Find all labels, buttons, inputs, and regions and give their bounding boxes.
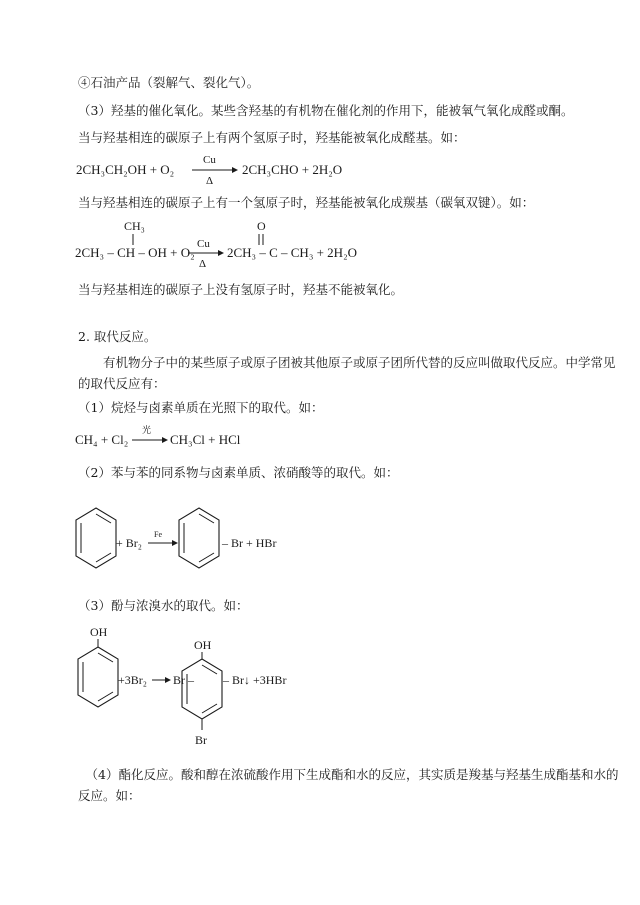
line-benzene: （2）苯与苯的同系物与卤素单质、浓硝酸等的取代。如： (78, 465, 399, 480)
equation-ethanol-oxidation (70, 150, 430, 190)
equation-methane-chlorination (70, 422, 330, 454)
line-phenol: （3）酚与浓溴水的取代。如： (78, 598, 249, 613)
eq1-catalyst: Cu (203, 154, 216, 166)
eq3-left: CH₄ + Cl₂ (75, 432, 129, 447)
eq3-right: CH₃Cl + HCl (170, 432, 241, 447)
line-alkane: （1）烷烃与卤素单质在光照下的取代。如： (78, 400, 324, 415)
line-esterification: （4）酯化反应。酸和醇在浓硫酸作用下生成酯和水的反应，其实质是羧基与羟基生成酯基和水的反应。如： (78, 767, 619, 803)
equation-isopropanol-oxidation (70, 215, 430, 270)
eq4-reagent: + Br₂ (116, 536, 142, 550)
eq5-phenol-oh: OH (90, 625, 108, 639)
line-substitution-def: 有机物分子中的某些原子或原子团被其他原子或原子团所代替的反应叫做取代反应。中学常见的取代反应有： (78, 355, 616, 391)
tribromophenol-ring-icon (182, 659, 222, 719)
eq4-right: – Br + HBr (222, 536, 277, 550)
eq2-right: 2CH₃ – C – CH₃ + 2H₂O (227, 245, 357, 260)
eq2-left: 2CH₃ – CH – OH + O₂ (75, 245, 195, 260)
line-two-h: 当与羟基相连的碳原子上有两个氢原子时，羟基能被氧化成醛基。如： (78, 130, 466, 145)
equation-benzene-bromination (70, 505, 350, 590)
eq5-br-left: Br – (173, 673, 194, 687)
line-hydroxyl-oxidation: （3）羟基的催化氧化。某些含羟基的有机物在催化剂的作用下，能被氧气氧化成醛或酮。 (78, 103, 574, 118)
eq2-oxygen: O (257, 219, 266, 233)
line-one-h: 当与羟基相连的碳原子上有一个氢原子时，羟基能被氧化成羰基（碳氧双键）。如： (78, 195, 535, 210)
line-petroleum: ④石油产品（裂解气、裂化气）。 (78, 75, 260, 90)
benzene-ring-icon (76, 508, 116, 568)
equation-phenol-bromination (70, 622, 330, 752)
eq5-product-oh: OH (194, 638, 212, 652)
eq1-heat: Δ (206, 175, 214, 187)
eq2-catalyst: Cu (197, 238, 210, 250)
eq5-reagent: +3Br₂ (118, 673, 147, 687)
eq1-right: 2CH₃CHO + 2H₂O (242, 162, 343, 177)
line-no-h: 当与羟基相连的碳原子上没有氢原子时，羟基不能被氧化。 (78, 282, 404, 297)
eq1-left: 2CH₃CH₂OH + O₂ (76, 162, 175, 177)
eq3-light: 光 (142, 425, 152, 435)
eq2-heat: Δ (199, 258, 207, 270)
heading-substitution: 2. 取代反应。 (78, 329, 157, 344)
phenol-ring-icon (78, 647, 118, 707)
bromobenzene-ring-icon (179, 508, 219, 568)
eq4-catalyst: Fe (154, 530, 162, 539)
eq5-right: – Br↓ +3HBr (223, 673, 287, 687)
eq2-methyl: CH₃ (124, 219, 145, 233)
eq5-br-bottom: Br (195, 733, 207, 747)
